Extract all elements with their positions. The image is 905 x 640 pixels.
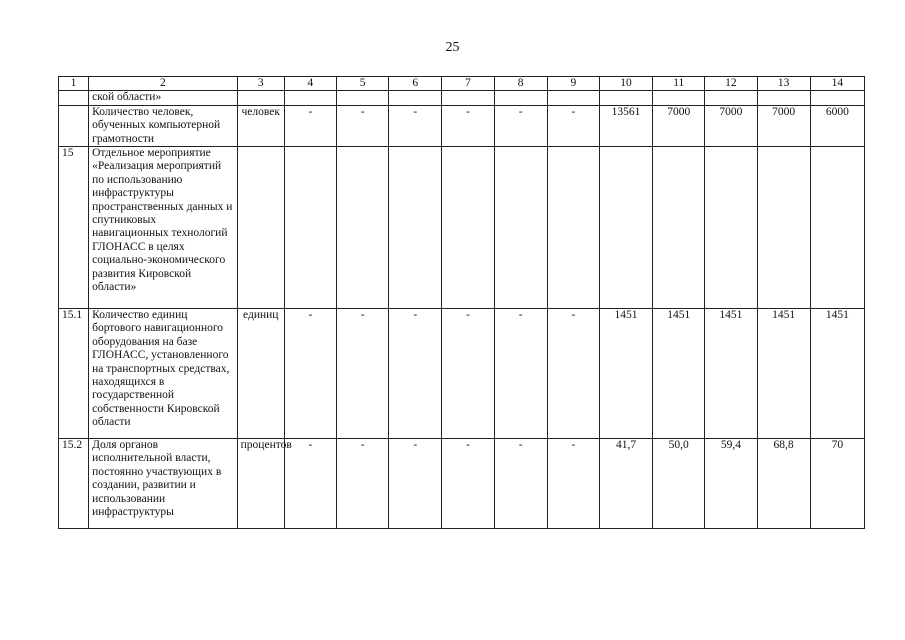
value-cell: 68,8 (757, 439, 810, 529)
value-cell (810, 91, 864, 105)
row-number: 15 (59, 147, 89, 309)
value-cell: 50,0 (653, 439, 705, 529)
value-cell (547, 91, 599, 105)
value-cell (337, 147, 389, 309)
row-number (59, 105, 89, 146)
value-cell (705, 91, 757, 105)
value-cell (494, 91, 547, 105)
table-row (59, 147, 865, 309)
value-cell: - (547, 309, 599, 439)
value-cell: - (337, 309, 389, 439)
value-cell: - (494, 309, 547, 439)
value-cell: 7000 (705, 105, 757, 146)
unit-cell (237, 91, 284, 105)
column-header: 11 (653, 77, 705, 91)
column-header: 5 (337, 77, 389, 91)
unit-cell: человек (237, 105, 284, 146)
value-cell (599, 91, 652, 105)
indicator-name: Отдельное мероприятие «Реализация мероприятий по использованию инфраструктуры пространственных данных и спутниковых навигационных технологий ГЛОНАСС в целях социально-экономического развития Кировской области» (89, 147, 238, 309)
row-number: 15.2 (59, 439, 89, 529)
value-cell: 1451 (810, 309, 864, 439)
value-cell: 6000 (810, 105, 864, 146)
table-row (59, 309, 865, 439)
column-header: 1 (59, 77, 89, 91)
value-cell: - (547, 105, 599, 146)
value-cell (757, 147, 810, 309)
column-header: 13 (757, 77, 810, 91)
indicator-name: Количество человек, обученных компьютерной грамотности (89, 105, 238, 146)
column-header: 3 (237, 77, 284, 91)
indicator-name: Доля органов исполнительной власти, постоянно участвующих в создании, развитии и использовании инфраструктуры (89, 439, 238, 529)
value-cell (494, 147, 547, 309)
value-cell (284, 91, 336, 105)
value-cell: 7000 (653, 105, 705, 146)
value-cell: - (389, 309, 442, 439)
value-cell: - (337, 105, 389, 146)
column-header: 12 (705, 77, 757, 91)
value-cell (757, 91, 810, 105)
column-header: 2 (89, 77, 238, 91)
value-cell: 1451 (705, 309, 757, 439)
value-cell (653, 91, 705, 105)
value-cell: - (389, 105, 442, 146)
value-cell: 1451 (653, 309, 705, 439)
unit-cell: единиц (237, 309, 284, 439)
value-cell: 70 (810, 439, 864, 529)
value-cell (442, 91, 494, 105)
indicator-name: Количество единиц бортового навигационного оборудования на базе ГЛОНАСС, установленного на транспортных средствах, находящихся в государственной собственности Кировской области (89, 309, 238, 439)
value-cell: - (284, 439, 336, 529)
value-cell (389, 91, 442, 105)
value-cell (284, 147, 336, 309)
table-row (59, 105, 865, 146)
column-header: 4 (284, 77, 336, 91)
value-cell (442, 147, 494, 309)
value-cell: - (337, 439, 389, 529)
value-cell: 1451 (757, 309, 810, 439)
table-row (59, 91, 865, 105)
value-cell: - (442, 439, 494, 529)
value-cell: 59,4 (705, 439, 757, 529)
value-cell: 13561 (599, 105, 652, 146)
column-header: 8 (494, 77, 547, 91)
row-number (59, 91, 89, 105)
value-cell: - (284, 105, 336, 146)
column-header: 9 (547, 77, 599, 91)
unit-cell (237, 147, 284, 309)
value-cell: - (547, 439, 599, 529)
value-cell (337, 91, 389, 105)
column-header: 10 (599, 77, 652, 91)
value-cell (810, 147, 864, 309)
column-header: 7 (442, 77, 494, 91)
value-cell (389, 147, 442, 309)
indicator-name: ской области» (89, 91, 238, 105)
column-header: 14 (810, 77, 864, 91)
value-cell: - (389, 439, 442, 529)
value-cell: - (494, 439, 547, 529)
page-number: 25 (445, 40, 460, 55)
value-cell: 41,7 (599, 439, 652, 529)
value-cell: 7000 (757, 105, 810, 146)
indicators-table (58, 76, 865, 529)
value-cell (599, 147, 652, 309)
table-row (59, 439, 865, 529)
row-number: 15.1 (59, 309, 89, 439)
value-cell (653, 147, 705, 309)
value-cell: - (442, 105, 494, 146)
unit-cell: процентов (237, 439, 284, 529)
value-cell (705, 147, 757, 309)
value-cell: - (284, 309, 336, 439)
value-cell (547, 147, 599, 309)
value-cell: - (442, 309, 494, 439)
column-number-row (59, 77, 865, 91)
value-cell: - (494, 105, 547, 146)
column-header: 6 (389, 77, 442, 91)
value-cell: 1451 (599, 309, 652, 439)
